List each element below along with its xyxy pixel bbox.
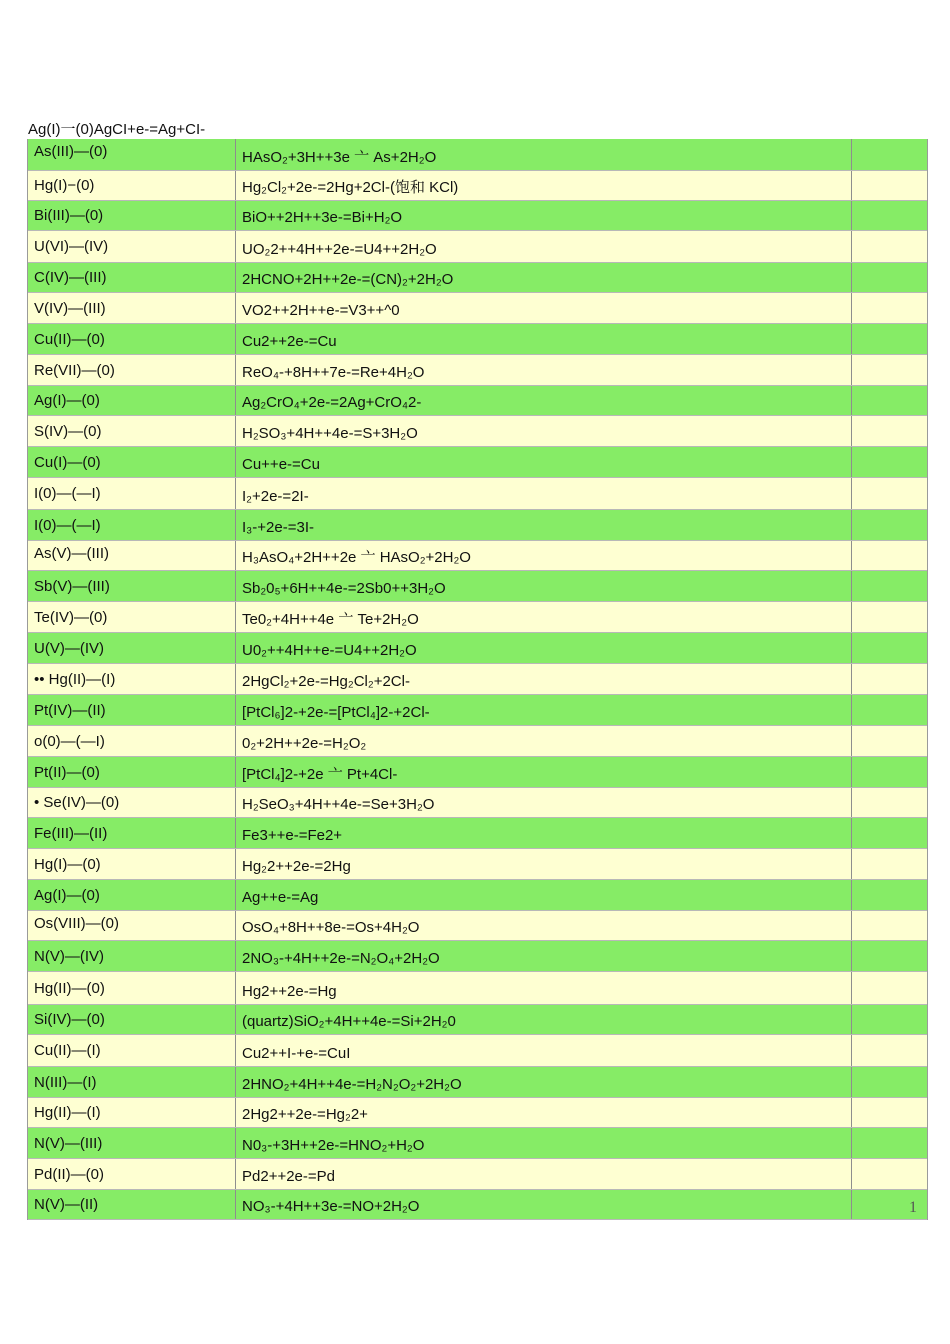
half-reaction-cell: (quartz)SiO₂+4H++4e-=Si+2H₂0 [236, 1005, 852, 1034]
redox-couple-cell: Cu(II)—(0) [28, 324, 236, 354]
redox-couple-cell: I(0)—(—I) [28, 478, 236, 509]
potential-value-cell [852, 880, 927, 910]
table-row [28, 911, 927, 941]
potential-value-cell [852, 386, 927, 415]
table-row [28, 510, 927, 541]
potential-value-cell [852, 1005, 927, 1034]
potential-value-cell [852, 293, 927, 323]
potential-value-cell [852, 695, 927, 725]
potential-value-cell [852, 972, 927, 1004]
redox-couple-cell: C(IV)—(III) [28, 263, 236, 292]
table-row [28, 972, 927, 1005]
half-reaction-cell: 2HCNO+2H++2e-=(CN)₂+2H₂O [236, 263, 852, 292]
redox-couple-cell: As(III)—(0) [28, 139, 236, 170]
potential-value-cell [852, 478, 927, 509]
table-row [28, 139, 927, 171]
page-heading: Ag(I)一(0)AgCI+e-=Ag+CI- [28, 121, 206, 138]
table-row [28, 941, 927, 972]
table-row [28, 541, 927, 571]
potential-value-cell [852, 911, 927, 940]
potential-value-cell [852, 726, 927, 756]
half-reaction-cell: Te0₂+4H++4e 亠 Te+2H₂O [236, 602, 852, 632]
potential-value-cell [852, 510, 927, 540]
potential-value-cell [852, 447, 927, 477]
potential-value-cell [852, 1067, 927, 1097]
potential-value-cell [852, 1035, 927, 1066]
half-reaction-cell: 2HNO₂+4H++4e-=H₂N₂O₂+2H₂O [236, 1067, 852, 1097]
table-row [28, 849, 927, 880]
table-row [28, 1128, 927, 1159]
half-reaction-cell: 2NO₃-+4H++2e-=N₂O₄+2H₂O [236, 941, 852, 971]
table-row [28, 171, 927, 201]
redox-couple-cell: Pt(IV)—(II) [28, 695, 236, 725]
half-reaction-cell: I₂+2e-=2I- [236, 478, 852, 509]
potential-value-cell [852, 788, 927, 817]
table-row [28, 1035, 927, 1067]
half-reaction-cell: 2Hg2++2e-=Hg₂2+ [236, 1098, 852, 1127]
table-row [28, 416, 927, 447]
potential-value-cell [852, 416, 927, 446]
table-row [28, 386, 927, 416]
redox-couple-cell: Hg(I)—(0) [28, 849, 236, 879]
half-reaction-cell: H₂SO₃+4H++4e-=S+3H₂O [236, 416, 852, 446]
half-reaction-cell: H₂SeO₃+4H++4e-=Se+3H₂O [236, 788, 852, 817]
redox-couple-cell: Bi(III)—(0) [28, 201, 236, 230]
redox-couple-cell: Os(VIII)—(0) [28, 911, 236, 940]
half-reaction-cell: Hg2++2e-=Hg [236, 972, 852, 1004]
page-number: 1 [909, 1199, 917, 1216]
redox-couple-cell: Ag(I)—(0) [28, 880, 236, 910]
table-row [28, 571, 927, 602]
redox-couple-cell: U(V)—(IV) [28, 633, 236, 663]
table-row [28, 447, 927, 478]
half-reaction-cell: HAsO₂+3H++3e 亠 As+2H₂O [236, 139, 852, 170]
redox-couple-cell: N(V)—(IV) [28, 941, 236, 971]
potential-value-cell [852, 355, 927, 385]
half-reaction-cell: UO₂2++4H++2e-=U4++2H₂O [236, 231, 852, 262]
redox-couple-cell: Pd(II)—(0) [28, 1159, 236, 1189]
redox-couple-cell: Hg(I)−(0) [28, 171, 236, 200]
table-row [28, 1098, 927, 1128]
half-reaction-cell: OsO₄+8H++8e-=Os+4H₂O [236, 911, 852, 940]
redox-couple-cell: Pt(II)—(0) [28, 757, 236, 787]
table-row [28, 355, 927, 386]
potential-value-cell [852, 571, 927, 601]
redox-couple-cell: Te(IV)—(0) [28, 602, 236, 632]
table-row [28, 757, 927, 788]
half-reaction-cell: Cu2++2e-=Cu [236, 324, 852, 354]
redox-couple-cell: Cu(II)—(I) [28, 1035, 236, 1066]
half-reaction-cell: Cu++e-=Cu [236, 447, 852, 477]
half-reaction-cell: Hg₂2++2e-=2Hg [236, 849, 852, 879]
potential-value-cell [852, 1128, 927, 1158]
table-row [28, 1005, 927, 1035]
potential-value-cell [852, 664, 927, 694]
half-reaction-cell: H₃AsO₄+2H++2e 亠 HAsO₂+2H₂O [236, 541, 852, 570]
half-reaction-cell: ReO₄-+8H++7e-=Re+4H₂O [236, 355, 852, 385]
half-reaction-cell: I₃-+2e-=3I- [236, 510, 852, 540]
half-reaction-cell: Cu2++I-+e-=CuI [236, 1035, 852, 1066]
table-row [28, 1159, 927, 1190]
redox-couple-cell: • Se(IV)—(0) [28, 788, 236, 817]
redox-couple-cell: U(VI)—(IV) [28, 231, 236, 262]
potential-value-cell [852, 201, 927, 230]
potential-value-cell [852, 1159, 927, 1189]
table-row [28, 231, 927, 263]
redox-couple-cell: Si(IV)—(0) [28, 1005, 236, 1034]
redox-couple-cell: V(IV)—(III) [28, 293, 236, 323]
potential-value-cell [852, 602, 927, 632]
half-reaction-cell: Ag₂CrO₄+2e-=2Ag+CrO₄2- [236, 386, 852, 415]
table-row [28, 788, 927, 818]
half-reaction-cell: Ag++e-=Ag [236, 880, 852, 910]
redox-couple-cell: Hg(II)—(I) [28, 1098, 236, 1127]
table-row [28, 695, 927, 726]
half-reaction-cell: Sb₂0₅+6H++4e-=2Sb0++3H₂O [236, 571, 852, 601]
half-reaction-cell: Hg₂Cl₂+2e-=2Hg+2Cl-(饱和 KCl) [236, 171, 852, 200]
half-reaction-cell: Fe3++e-=Fe2+ [236, 818, 852, 848]
half-reaction-cell: BiO++2H++3e-=Bi+H₂O [236, 201, 852, 230]
redox-couple-cell: Hg(II)—(0) [28, 972, 236, 1004]
potential-value-cell [852, 757, 927, 787]
table-row [28, 664, 927, 695]
half-reaction-cell: 2HgCl₂+2e-=Hg₂Cl₂+2Cl- [236, 664, 852, 694]
redox-couple-cell: Ag(I)—(0) [28, 386, 236, 415]
potential-table [27, 139, 928, 1220]
table-row [28, 602, 927, 633]
table-row [28, 293, 927, 324]
redox-couple-cell: •• Hg(II)—(I) [28, 664, 236, 694]
table-row [28, 201, 927, 231]
half-reaction-cell: N0₃-+3H++2e-=HNO₂+H₂O [236, 1128, 852, 1158]
potential-value-cell [852, 818, 927, 848]
potential-value-cell [852, 231, 927, 262]
half-reaction-cell: VO2++2H++e-=V3++^0 [236, 293, 852, 323]
table-row [28, 478, 927, 510]
half-reaction-cell: Pd2++2e-=Pd [236, 1159, 852, 1189]
potential-value-cell [852, 941, 927, 971]
potential-value-cell [852, 1098, 927, 1127]
table-row [28, 880, 927, 911]
half-reaction-cell: 0₂+2H++2e-=H₂O₂ [236, 726, 852, 756]
potential-value-cell [852, 139, 927, 170]
redox-couple-cell: Re(VII)—(0) [28, 355, 236, 385]
table-row [28, 1190, 927, 1220]
half-reaction-cell: [PtCl₆]2-+2e-=[PtCl₄]2-+2Cl- [236, 695, 852, 725]
table-row [28, 324, 927, 355]
potential-value-cell [852, 324, 927, 354]
potential-value-cell [852, 541, 927, 570]
half-reaction-cell: NO₃-+4H++3e-=NO+2H₂O [236, 1190, 852, 1219]
potential-value-cell [852, 171, 927, 200]
redox-couple-cell: Cu(I)—(0) [28, 447, 236, 477]
redox-couple-cell: As(V)—(III) [28, 541, 236, 570]
redox-couple-cell: I(0)—(—I) [28, 510, 236, 540]
redox-couple-cell: o(0)—(—I) [28, 726, 236, 756]
redox-couple-cell: Sb(V)—(III) [28, 571, 236, 601]
half-reaction-cell: U0₂++4H++e-=U4++2H₂O [236, 633, 852, 663]
half-reaction-cell: [PtCl₄]2-+2e 亠 Pt+4Cl- [236, 757, 852, 787]
potential-value-cell [852, 263, 927, 292]
table-row [28, 633, 927, 664]
redox-couple-cell: S(IV)—(0) [28, 416, 236, 446]
redox-couple-cell: N(V)—(II) [28, 1190, 236, 1219]
table-row [28, 1067, 927, 1098]
redox-couple-cell: Fe(III)—(II) [28, 818, 236, 848]
table-row [28, 818, 927, 849]
potential-value-cell [852, 849, 927, 879]
table-row [28, 263, 927, 293]
potential-value-cell [852, 633, 927, 663]
redox-couple-cell: N(V)—(III) [28, 1128, 236, 1158]
redox-couple-cell: N(III)—(I) [28, 1067, 236, 1097]
table-row [28, 726, 927, 757]
